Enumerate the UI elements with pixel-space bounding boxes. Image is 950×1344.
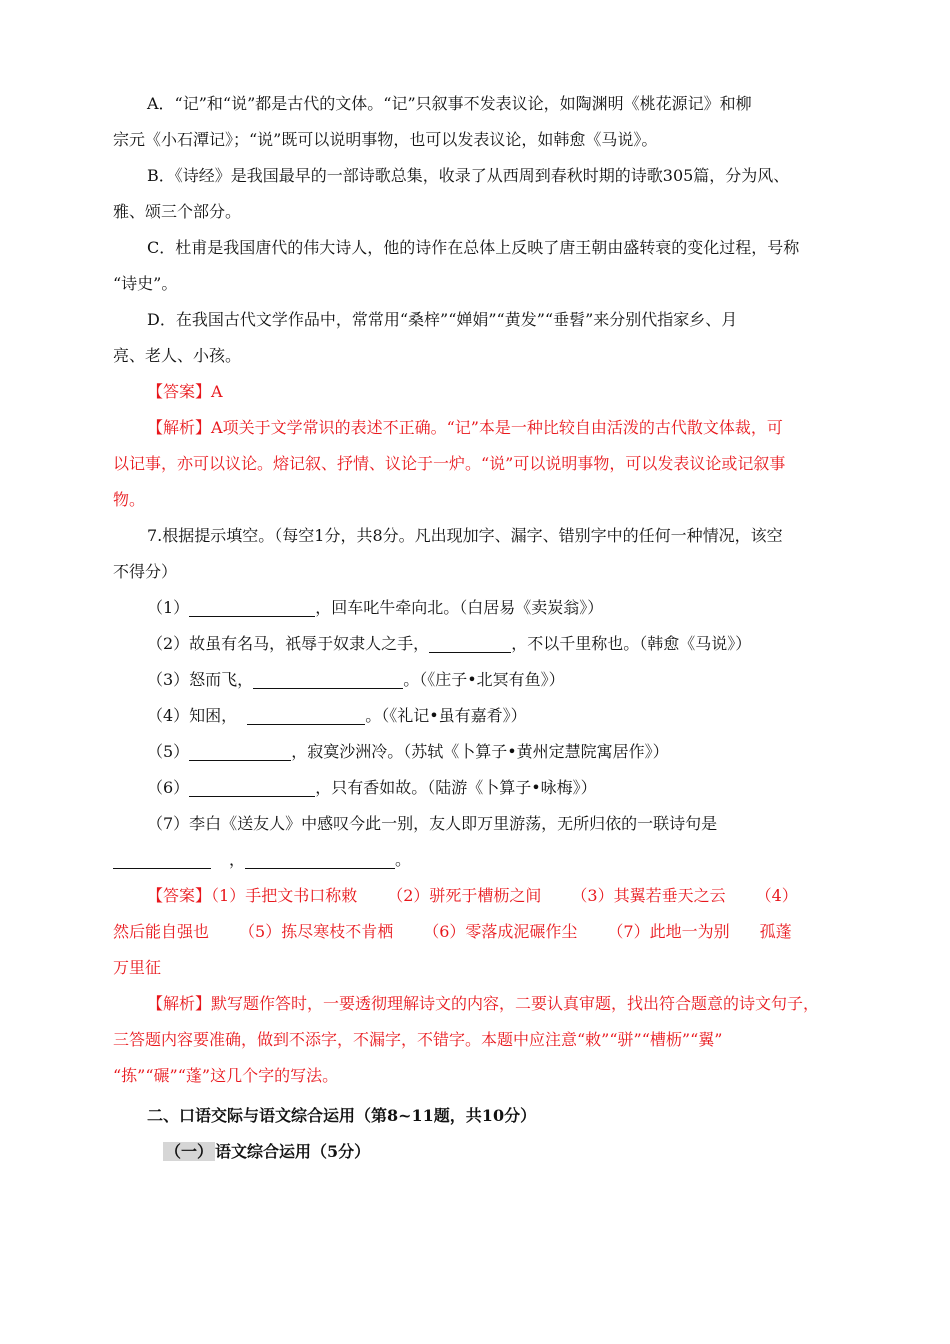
analysis-tag: 【解析】 [147,418,212,437]
q7-analysis-line-3: “拣”“碾”“蓬”这几个字的写法。 [113,1066,339,1085]
q7-item-5 [113,734,838,770]
answer-item: （2）骈死于槽枥之间 [387,886,542,905]
answer-item: （4） [755,886,798,905]
fill-blank [189,742,291,761]
answer-item: 然后能自强也 [113,922,210,941]
q7-analysis-line-1 [113,986,838,1022]
answer-item: （6）零落成泥碾作尘 [423,922,578,941]
q6-analysis-line-1 [113,410,838,446]
fill-blank [189,598,315,617]
section-2-subtitle [113,1134,838,1170]
item-text: ，回车叱牛牵向北。（白居易《卖炭翁》） [315,598,604,617]
fill-blank [189,778,315,797]
q7-analysis-line-2: 三答题内容要准确，做到不添字，不漏字，不错字。本题中应注意“敕”“骈”“槽枥”“翼” [113,1030,723,1049]
q6-analysis-line-2: 以记事，亦可以议论。熔记叙、抒情、议论于一炉。“说”可以说明事物，可以发表议论或记叙事 [113,454,786,473]
item-text: ， [229,850,246,869]
answer-item: （3）其翼若垂天之云 [571,886,726,905]
option-c-line-1: C．杜甫是我国唐代的伟大诗人，他的诗作在总体上反映了唐王朝由盛转衰的变化过程，号称 [147,238,800,257]
item-number: （1） [147,598,190,617]
fill-blank [429,634,511,653]
item-text: ，只有香如故。（陆游《卜算子•咏梅》） [315,778,597,797]
option-a-line-1: A．“记”和“说”都是古代的文体。“记”只叙事不发表议论，如陶渊明《桃花源记》和柳 [147,94,752,113]
answer-item: 孤蓬 [759,922,792,941]
answer-item: （5）拣尽寒枝不肯栖 [239,922,394,941]
q7-item-2 [113,626,838,662]
section-2-title: 二、口语交际与语文综合运用（第8~11题，共10分） [147,1106,537,1125]
item-text: 。（《庄子•北冥有鱼》） [403,670,565,689]
subtitle-text: 语文综合运用（5分） [215,1142,371,1161]
analysis-text: 默写题作答时，一要透彻理解诗文的内容，二要认真审题，找出符合题意的诗文句子， [211,994,820,1013]
option-d-line-2: 亮、老人、小孩。 [113,346,242,365]
option-b-line-2: 雅、颂三个部分。 [113,202,242,221]
q7-item-3 [113,662,838,698]
document-page [113,86,838,1170]
q7-item-7-line-1: （7）李白《送友人》中感叹今此一别，友人即万里游荡，无所归依的一联诗句是 [147,814,718,833]
item-text: 。（《礼记•虽有嘉肴》） [365,706,527,725]
q7-answer-line-2 [113,914,838,950]
answer-tag: 【答案】 [147,886,212,905]
item-text: 。 [395,850,412,869]
q6-answer [113,374,838,410]
q7-stem-line-2: 不得分） [113,562,178,581]
q7-item-4 [113,698,838,734]
q7-item-1 [113,590,838,626]
item-text: ，不以千里称也。（韩愈《马说》） [511,634,752,653]
item-text: ，寂寞沙洲冷。（苏轼《卜算子•黄州定慧院寓居作》） [291,742,669,761]
q7-answer-line-1 [113,878,838,914]
subtitle-number: （一） [165,1142,214,1161]
item-text: （4）知困， [147,706,238,725]
answer-item: （7）此地一为别 [607,922,730,941]
option-c-line-2: “诗史”。 [113,274,178,293]
answer-value: A [211,382,223,401]
analysis-tag: 【解析】 [147,994,212,1013]
fill-blank [113,850,211,869]
q6-analysis-line-3: 物。 [113,490,146,509]
item-number: （6） [147,778,190,797]
answer-tag: 【答案】 [147,382,212,401]
q7-item-6 [113,770,838,806]
analysis-text: A项关于文学常识的表述不正确。“记”本是一种比较自由活泼的古代散文体裁，可 [211,418,783,437]
fill-blank [253,670,403,689]
option-b-line-1: B．《诗经》是我国最早的一部诗歌总集，收录了从西周到春秋时期的诗歌305篇，分为风、 [147,166,790,185]
item-text: （3）怒而飞， [147,670,254,689]
q7-stem-line-1: 7.根据提示填空。（每空1分，共8分。凡出现加字、漏字、错别字中的任何一种情况，该空 [147,526,783,545]
item-number: （5） [147,742,190,761]
fill-blank [245,850,395,869]
q7-answer-line-3: 万里征 [113,958,162,977]
answer-item: （1）手把文书口称敕 [211,886,358,905]
item-text: （2）故虽有名马，祇辱于奴隶人之手， [147,634,430,653]
fill-blank [247,706,365,725]
option-a-line-2: 宗元《小石潭记》；“说”既可以说明事物，也可以发表议论，如韩愈《马说》。 [113,130,658,149]
option-d-line-1: D．在我国古代文学作品中，常常用“桑梓”“婵娟”“黄发”“垂髫”来分别代指家乡、月 [147,310,738,329]
q7-item-7-line-2 [113,842,838,878]
